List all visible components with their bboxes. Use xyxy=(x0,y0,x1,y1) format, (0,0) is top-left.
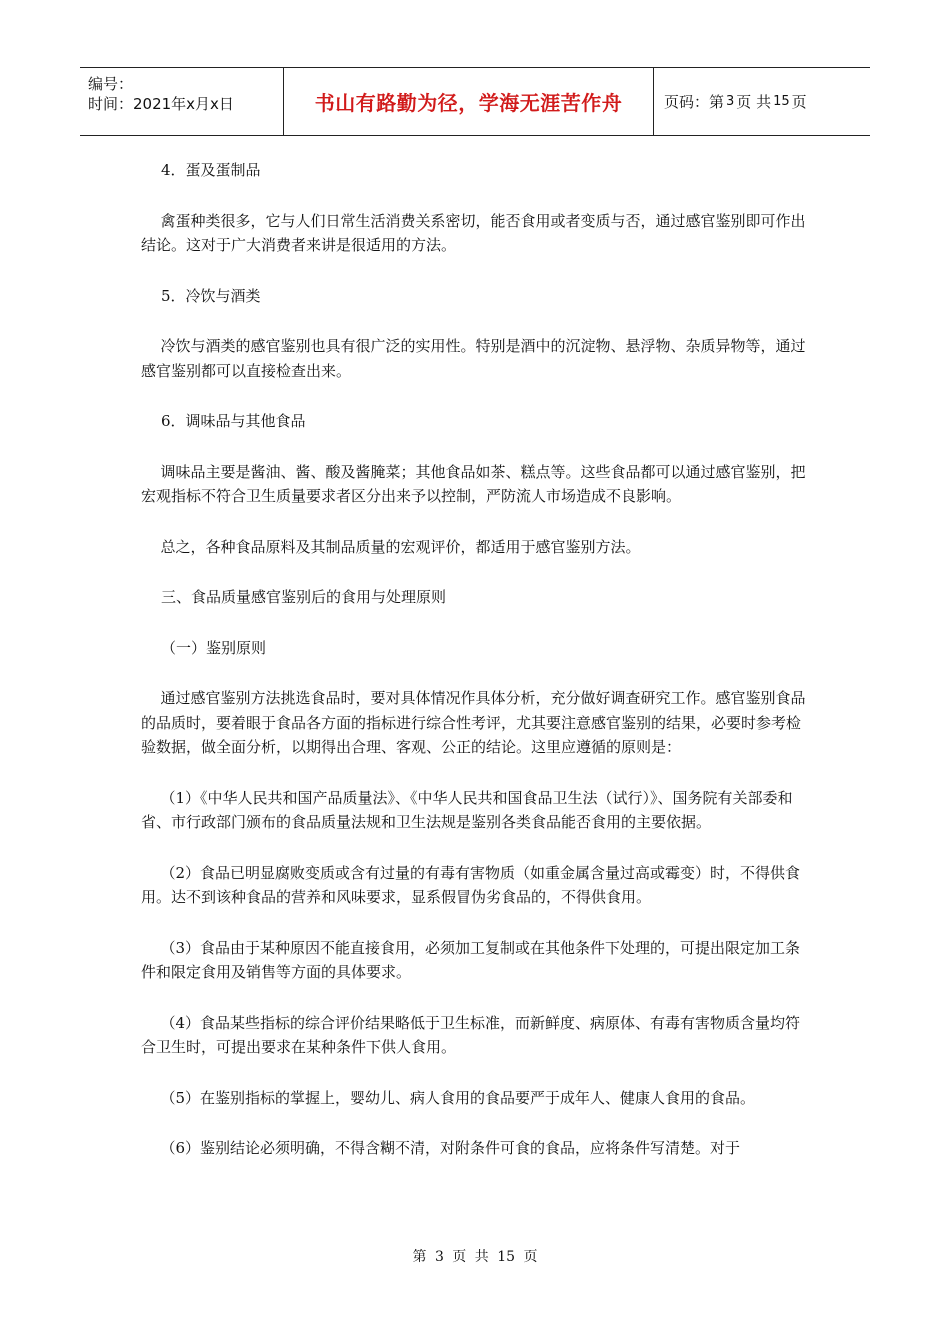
section-heading: （一）鉴别原则 xyxy=(161,638,267,657)
paragraph: 禽蛋种类很多，它与人们日常生活消费关系密切，能否食用或者变质与否，通过感官鉴别即可作出结论。这对于广大消费者来讲是很适用的方法。 xyxy=(141,211,806,254)
page-current: 3 xyxy=(726,94,735,109)
paragraph: （2）食品已明显腐败变质或含有过量的有毒有害物质（如重金属含量过高或霉变）时，不得供食用。达不到该种食品的营养和风味要求，显系假冒伪劣食品的，不得供食用。 xyxy=(141,863,801,906)
section-heading: 6．调味品与其他食品 xyxy=(161,412,306,430)
page-header xyxy=(80,67,870,136)
document-time-label: 时间：2021年x月x日 xyxy=(88,95,234,113)
page-footer: 第 3 页 共 15 页 xyxy=(412,1249,538,1265)
document-number-label: 编号： xyxy=(88,75,134,93)
paragraph: 通过感官鉴别方法挑选食品时，要对具体情况作具体分析，充分做好调查研究工作。感官鉴别食品的品质时，要着眼于食品各方面的指标进行综合性考评，尤其要注意感官鉴别的结果，必要时参考检验数据，做全面分析，以期得出合理、客观、公正的结论。这里应遵循的原则是： xyxy=(141,689,806,756)
paragraph: （1）《中华人民共和国产品质量法》、《中华人民共和国食品卫生法（试行）》、国务院有关部委和省、市行政部门颁布的食品质量法规和卫生法规是鉴别各类食品能否食用的主要依据。 xyxy=(141,788,793,831)
paragraph: （3）食品由于某种原因不能直接食用，必须加工复制或在其他条件下处理的，可提出限定加工条件和限定食用及销售等方面的具体要求。 xyxy=(141,938,801,981)
document-body xyxy=(141,158,813,1161)
paragraph: （5）在鉴别指标的掌握上，婴幼儿、病人食用的食品要严于成年人、健康人食用的食品。 xyxy=(160,1088,756,1107)
section-heading: 4．蛋及蛋制品 xyxy=(161,161,261,179)
header-page-info xyxy=(654,68,870,135)
page-mid: 页 共 xyxy=(736,93,772,111)
page-suffix: 页 xyxy=(791,93,807,111)
section-heading: 5．冷饮与酒类 xyxy=(161,286,261,305)
paragraph: 总之，各种食品原料及其制品质量的宏观评价，都适用于感官鉴别方法。 xyxy=(160,537,641,556)
header-motto: 书山有路勤为径，学海无涯苦作舟 xyxy=(284,68,654,135)
page-prefix: 页码：第 xyxy=(664,93,725,111)
section-heading: 三、食品质量感官鉴别后的食用与处理原则 xyxy=(161,588,447,606)
paragraph: （4）食品某些指标的综合评价结果略低于卫生标准，而新鲜度、病原体、有毒有害物质含量均符合卫生时，可提出要求在某种条件下供人食用。 xyxy=(141,1013,801,1056)
paragraph: 冷饮与酒类的感官鉴别也具有很广泛的实用性。特别是酒中的沉淀物、悬浮物、杂质异物等，通过感官鉴别都可以直接检查出来。 xyxy=(141,337,806,380)
paragraph: （6）鉴别结论必须明确，不得含糊不清，对附条件可食的食品，应将条件写清楚。对于 xyxy=(160,1139,741,1157)
header-meta xyxy=(80,68,284,135)
page-total: 15 xyxy=(773,94,790,109)
paragraph: 调味品主要是酱油、酱、酸及酱腌菜；其他食品如茶、糕点等。这些食品都可以通过感官鉴别，把宏观指标不符合卫生质量要求者区分出来予以控制，严防流人市场造成不良影响。 xyxy=(141,462,806,505)
